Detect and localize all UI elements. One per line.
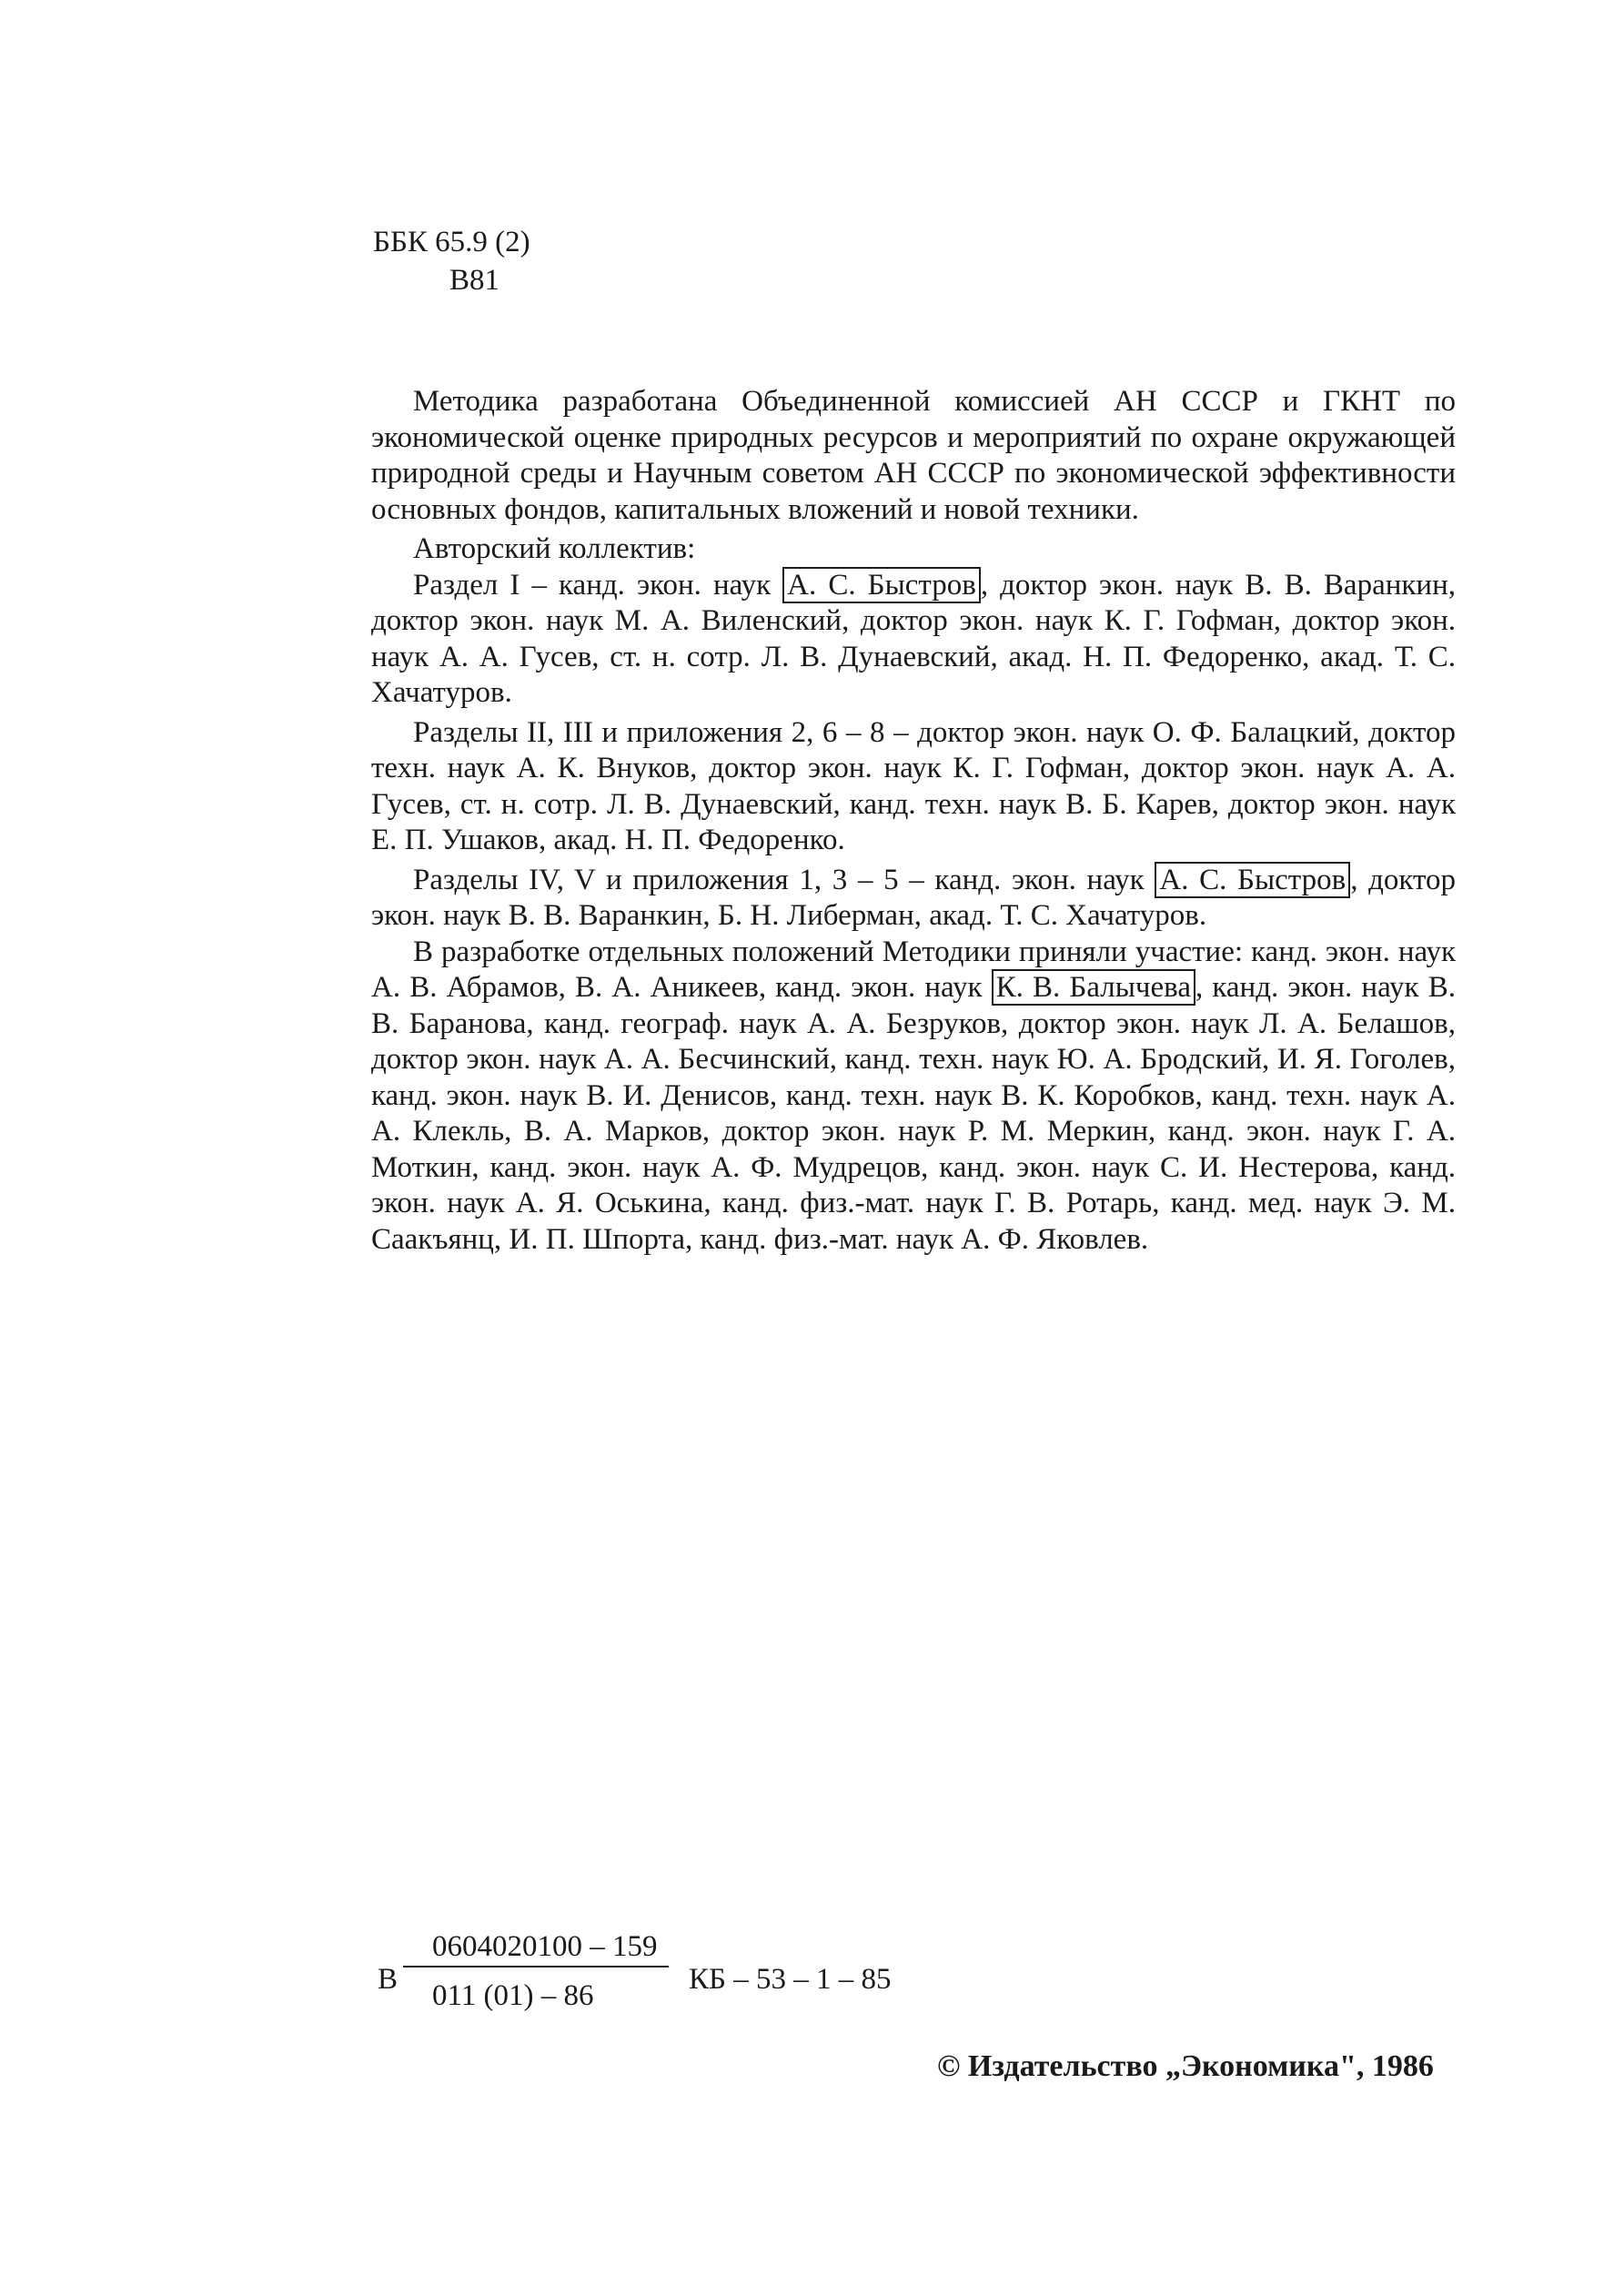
methodology-paragraph: Методика разработана Объединенной комиссией АН СССР и ГКНТ по экономической оценке природных ресурсов и мероприятий по охране окружающей природной среды и Научным советом АН СССР по экономической эффективности основных фондов, капитальных вложений и новой техники. bbox=[371, 385, 1456, 526]
copyright-notice: © Издательство „Экономика", 1986 bbox=[937, 2049, 1434, 2083]
bbk-code: ББК 65.9 (2) bbox=[373, 226, 530, 258]
authors-heading: Авторский коллектив: bbox=[413, 532, 696, 565]
section-1-authors bbox=[371, 568, 1456, 712]
bbk-classification bbox=[373, 223, 530, 299]
credits-text bbox=[371, 384, 1456, 1258]
sections-4-5-authors bbox=[371, 863, 1456, 935]
sections-4-5-text-before: Разделы IV, V и приложения 1, 3 – 5 – канд. экон. наук bbox=[413, 863, 1155, 896]
author-mark: В81 bbox=[449, 264, 500, 297]
sections-2-3-authors: Разделы II, III и приложения 2, 6 – 8 – доктор экон. наук О. Ф. Балацкий, доктор техн. наук А. К. Внуков, доктор экон. наук К. Г. Гофман, доктор экон. наук А. А. Гусев, ст. н. сотр. Л. В. Дунаевский, канд. техн. наук В. Б. Карев, доктор экон. наук Е. П. Ушаков, акад. Н. П. Федоренко. bbox=[371, 715, 1456, 856]
index-letter: В bbox=[378, 1963, 398, 1996]
contributors-paragraph bbox=[371, 935, 1456, 1259]
boxed-name: А. С. Быстров bbox=[782, 567, 981, 603]
section-1-text-before: Раздел I – канд. экон. наук bbox=[413, 568, 783, 602]
boxed-name: А. С. Быстров bbox=[1155, 862, 1350, 898]
index-fraction bbox=[403, 1929, 669, 2013]
index-denominator: 011 (01) – 86 bbox=[432, 1979, 594, 2012]
index-suffix: КБ – 53 – 1 – 85 bbox=[689, 1963, 892, 1996]
sections-4-5-text-after: , доктор экон. наук В. В. Варанкин, Б. Н. Либерман, акад. Т. С. Хачатуров. bbox=[371, 863, 1456, 932]
section-1-text-after: , доктор экон. наук В. В. Варанкин, доктор экон. наук М. А. Виленский, доктор экон. наук К. Г. Гофман, доктор экон. наук А. А. Гусев, ст. н. сотр. Л. В. Дунаевский, акад. Н. П. Федоренко, акад. Т. С. Хачатуров. bbox=[371, 568, 1456, 709]
index-numerator: 0604020100 – 159 bbox=[403, 1929, 669, 1967]
catalog-index bbox=[378, 1929, 1014, 2038]
boxed-name: К. В. Балычева bbox=[992, 969, 1195, 1006]
contributors-text-before: В разработке отдельных положений Методики приняли участие: канд. экон. наук А. В. Абрамов, В. А. Аникеев, канд. экон. наук bbox=[371, 935, 1456, 1004]
contributors-text-after: , канд. экон. наук В. В. Баранова, канд. географ. наук А. А. Безруков, доктор экон. наук Л. А. Белашов, доктор экон. наук А. А. Бесчинский, канд. техн. наук Ю. А. Бродский, И. Я. Гоголев, канд. экон. наук В. И. Денисов, канд. техн. наук В. К. Коробков, канд. техн. наук А. А. Клекль, В. А. Марков, доктор экон. наук Р. М. Меркин, канд. экон. наук Г. А. Моткин, канд. экон. наук А. Ф. Мудрецов, канд. экон. наук С. И. Нестерова, канд. экон. наук А. Я. Оськина, канд. физ.-мат. наук Г. В. Ротарь, канд. мед. наук Э. М. Саакъянц, И. П. Шпорта, канд. физ.-мат. наук А. Ф. Яковлев. bbox=[371, 971, 1456, 1256]
